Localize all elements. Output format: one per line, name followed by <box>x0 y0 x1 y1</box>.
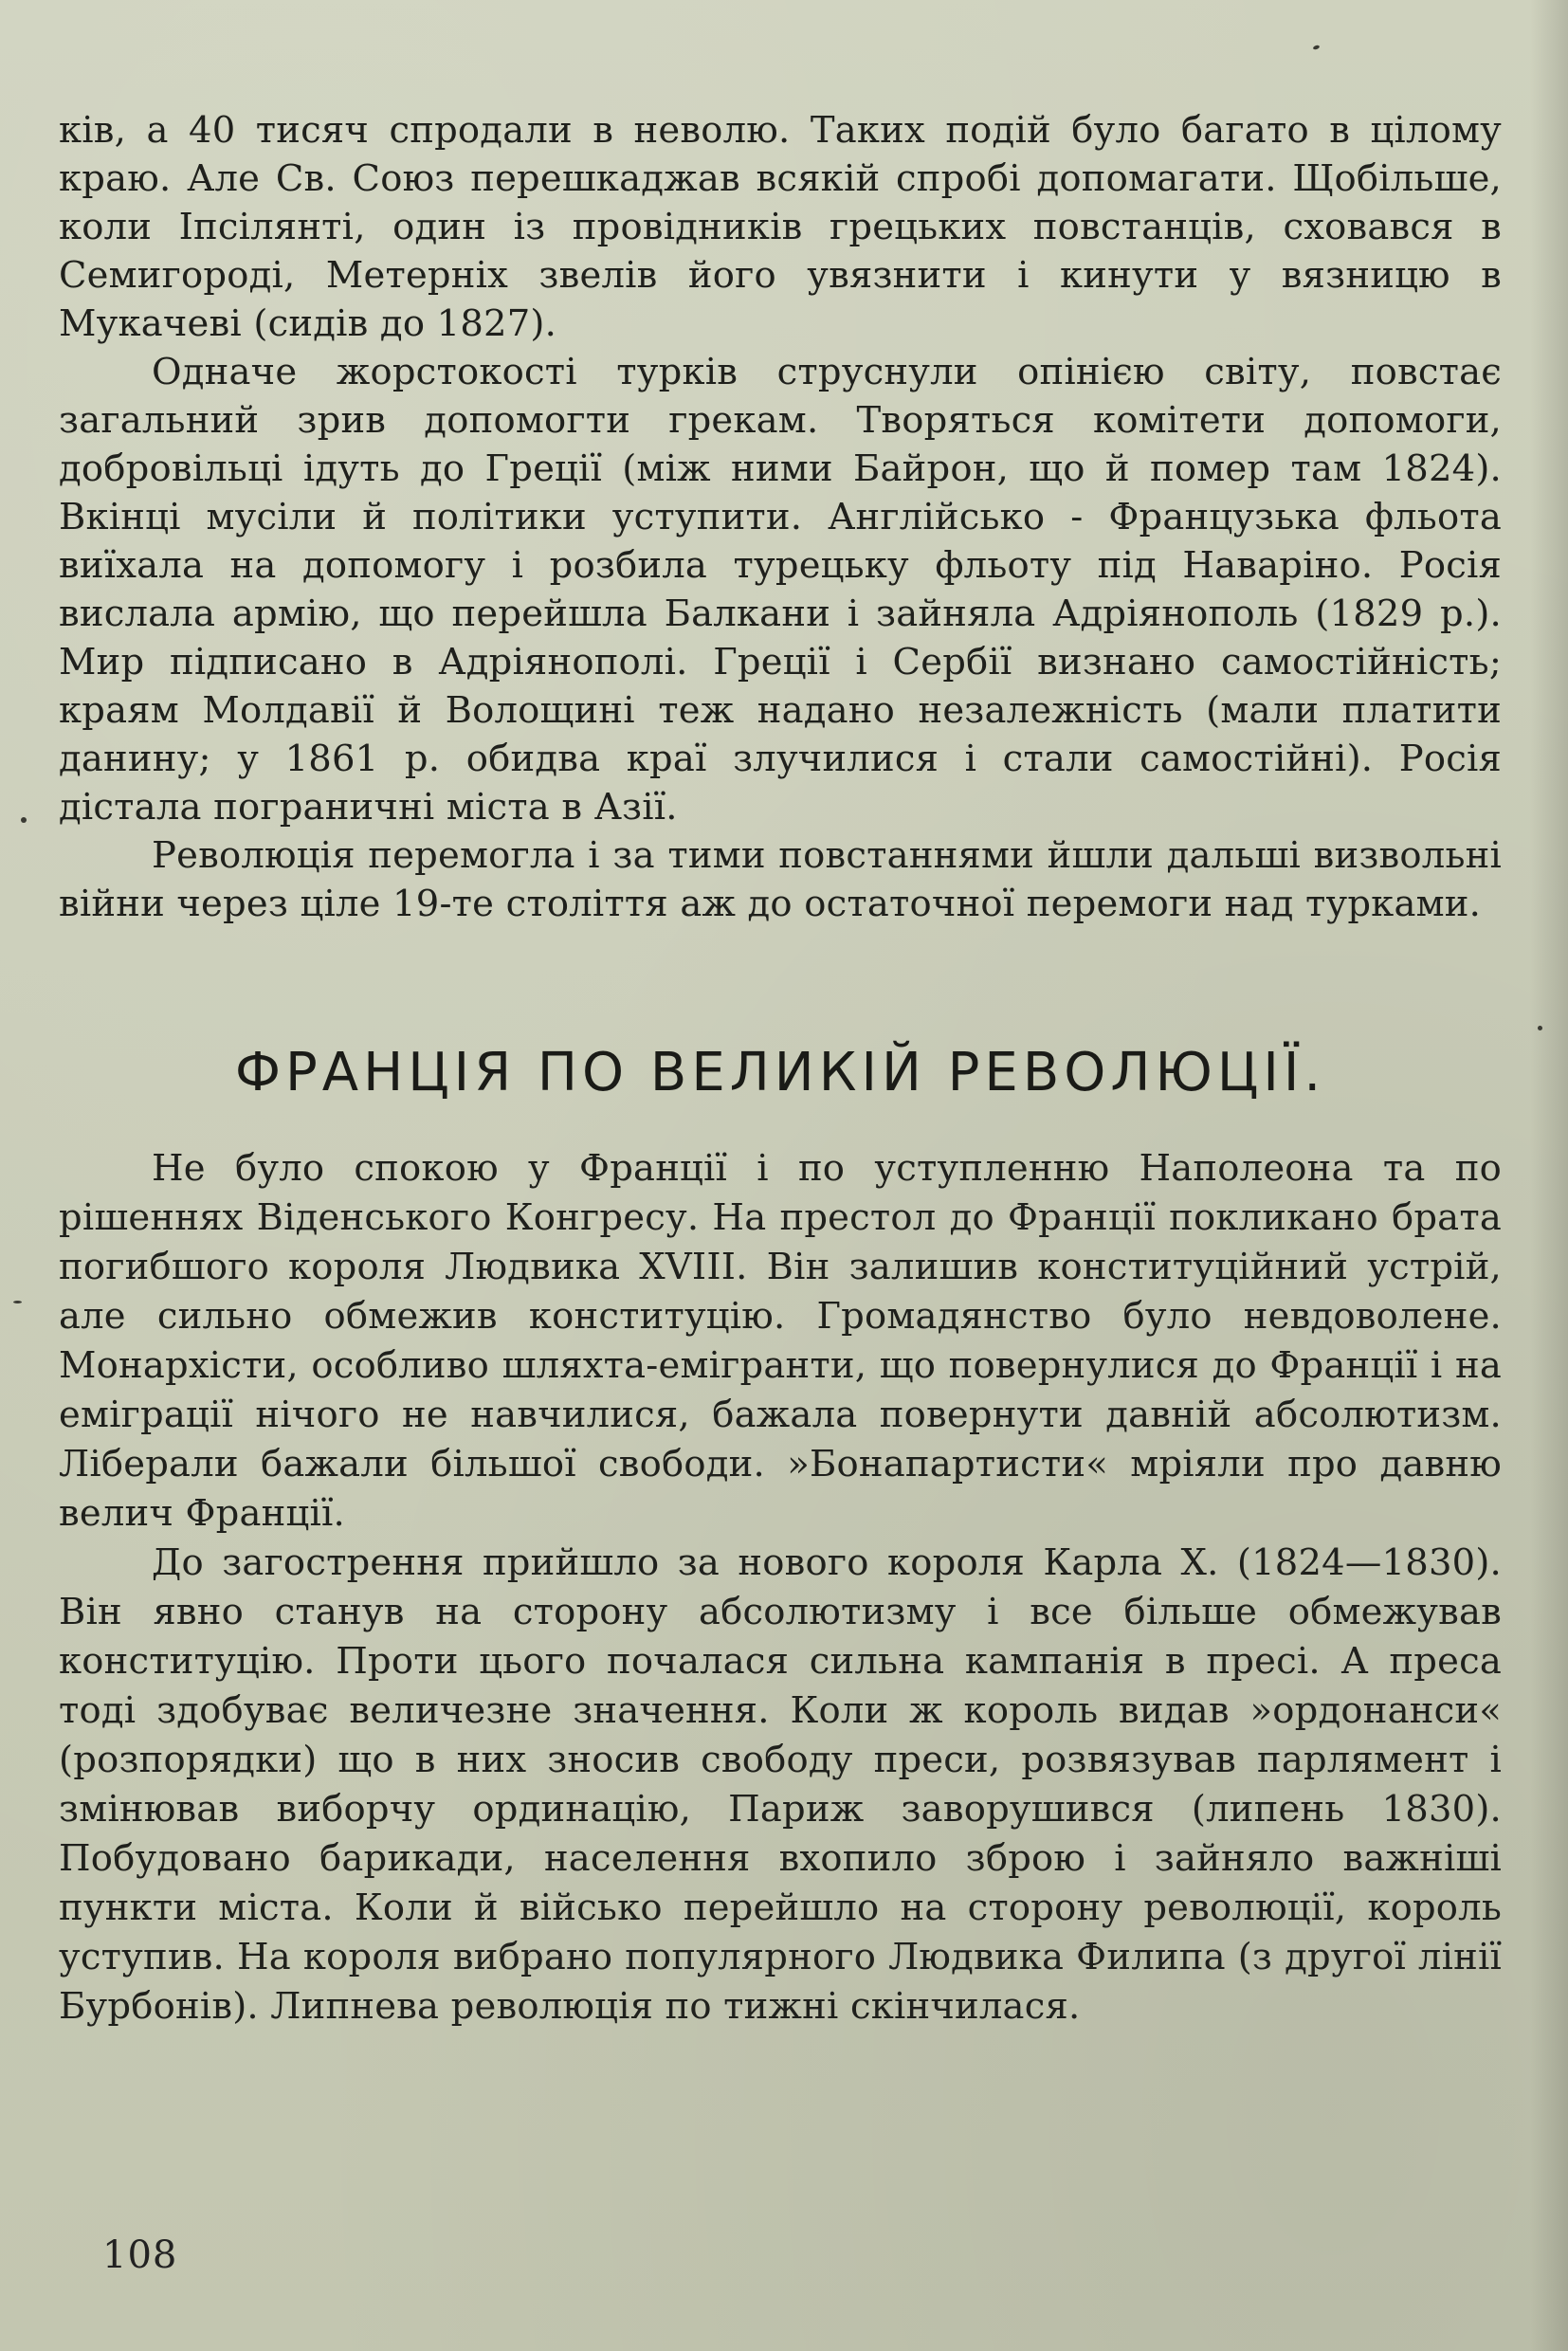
print-speck <box>1538 1026 1542 1030</box>
paragraph: Революція перемогла і за тими повстаннями йшли дальші визвольні війни через ціле 19-те століття аж до остаточної перемоги над турками. <box>59 834 1502 925</box>
paragraph: Не було спокою у Франції і по уступленню Наполеона та по рішеннях Віденського Конгресу. На престол до Франції покликано брата погибшого короля Людвика XVIII. Він залишив конституційний устрій, але сильно обмежив конституцію. Громадянство було невдоволене. Монархісти, особливо шляхта-емігранти, що повернулися до Франції і на еміграції нічого не навчилися, бажала повернути давній абсолютизм. Лібeрали бажали більшої свободи. »Бонапартисти« мріяли про давню велич Франції. <box>59 1147 1502 1535</box>
page-number: 108 <box>102 2233 178 2277</box>
print-speck <box>1313 45 1321 50</box>
section-france <box>59 1040 1502 2032</box>
print-speck <box>21 817 27 823</box>
print-speck <box>13 1301 22 1303</box>
paragraph: До загострення прийшло за нового короля Карла X. (1824—1830). Він явно станув на сторону абсолютизму і все більше обмежував конституцію. Проти цього почалася сильна кампанія в пресі. А преса тоді здобуває величезне значення. Коли ж король видав »ордонанси« (розпорядки) що в них зносив свободу преси, розвязував парлямент і змінював виборчу ординацію, Париж заворушився (липень 1830). Побудовано барикади, населення вхопило зброю і зайняло важніші пункти міста. Коли й військо перейшло на сторону революції, король уступив. На короля вибрано популярного Людвика Филипа (з другої лінії Бурбонів). Липнева революція по тижні скінчилася. <box>59 1541 1502 2028</box>
section-greek-revolution <box>59 106 1502 928</box>
paragraph: Одначе жорстокості турків струснули опінією світу, повстає загальний зрив допомогти грекам. Творяться комітети допомоги, добровільці ідуть до Греції (між ними Байрон, що й помер там 1824). Вкінці мусіли й політики уступити. Англійсько - Французька фльота виїхала на допомогу і розбила турецьку фльоту під Наваріно. Росія вислала армію, що перейшла Балкани і зайняла Адріянополь (1829 р.). Мир підписано в Адріянополі. Греції і Сербії визнано самостійність; краям Молдавії й Волощині теж надано незалежність (мали платити данину; у 1861 р. обидва краї злучилися і стали самостійні). Росія дістала пограничні міста в Азії. <box>59 351 1502 829</box>
section-heading: ФРАНЦІЯ ПО ВЕЛИКІЙ РЕВОЛЮЦІЇ. <box>234 1042 1326 1103</box>
paragraph: ків, а 40 тисяч спродали в неволю. Таких подій було багато в цілому краю. Але Св. Союз перешкаджав всякій спробі допомагати. Щобільше, коли Іпсілянті, один із провідників грецьких повстанців, сховався в Семигороді, Метерніх звелів його увязнити і кинути у вязницю в Мукачеві (сидів до 1827). <box>59 109 1502 345</box>
